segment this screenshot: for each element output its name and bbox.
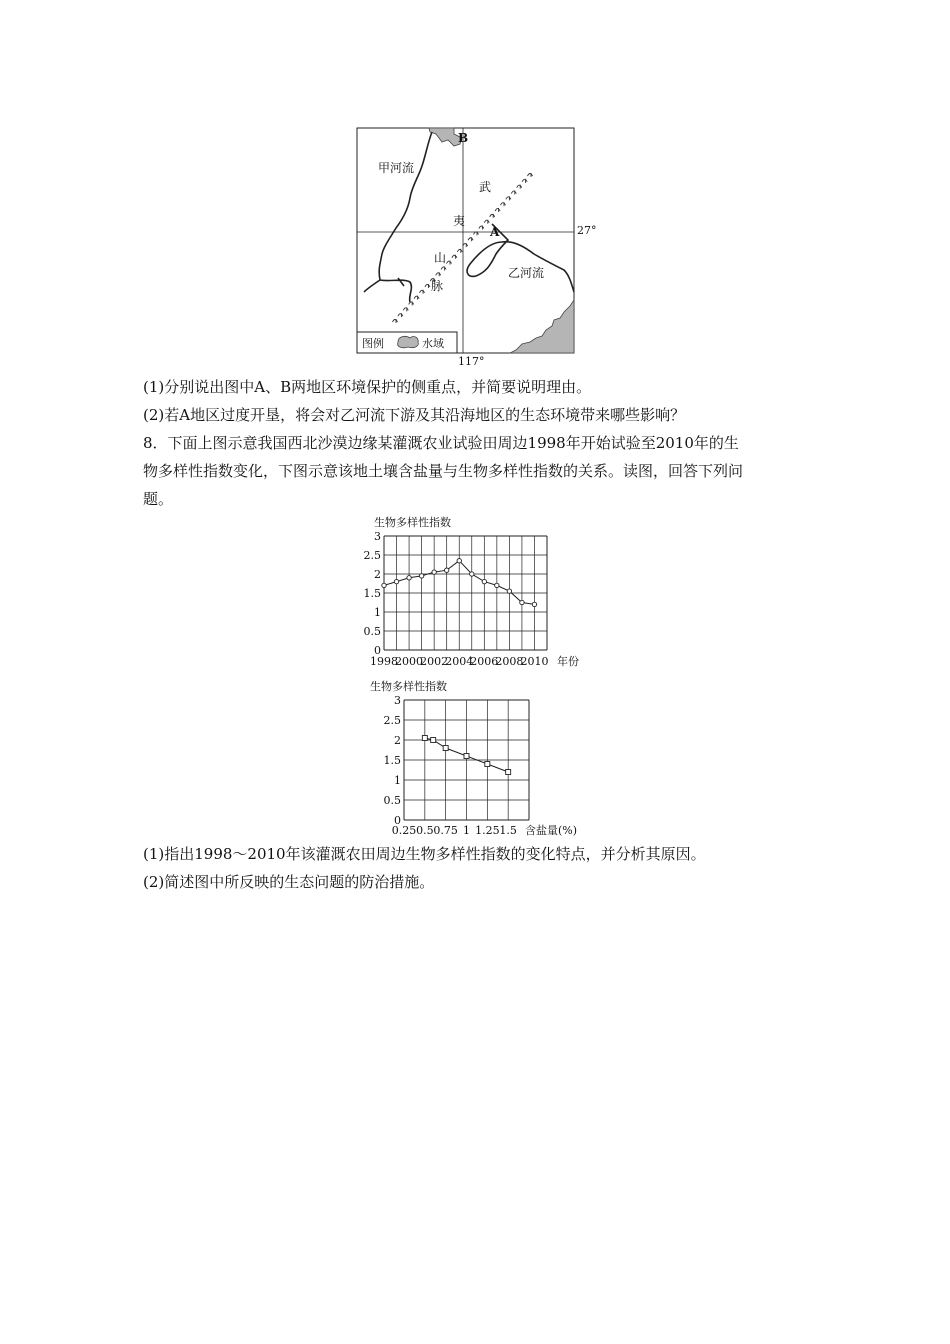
chart1-y-tick-label: 1.5 <box>363 587 381 600</box>
chart2-y-tick-label: 3 <box>394 694 401 707</box>
water-area-coast <box>510 300 574 353</box>
legend-title: 图例 <box>362 337 384 350</box>
mountain-symbol <box>403 307 408 311</box>
chart2-data-point <box>506 770 511 775</box>
chart1-data-point <box>457 559 461 563</box>
chart1-x-tick-label: 2010 <box>520 655 549 668</box>
chart2-x-tick-label: 1.25 <box>475 824 500 837</box>
map-figure <box>350 120 597 375</box>
chart2-y-tick-label: 1.5 <box>383 754 401 767</box>
chart1-x-tick-label: 1998 <box>370 655 398 668</box>
chart2-x-tick-label: 0.5 <box>416 824 434 837</box>
river-yi <box>467 224 574 292</box>
chart1-y-tick-label: 0.5 <box>363 625 381 638</box>
mountain-symbol <box>420 290 425 294</box>
mountain-symbol <box>501 202 506 206</box>
chart2-data-point <box>464 754 469 759</box>
chart-biodiversity-by-salinity <box>366 678 596 838</box>
q8-question-1: (1)指出1998～2010年该灌溉农田周边生物多样性指数的变化特点，并分析其原因。 <box>143 845 706 863</box>
chart1-y-tick-label: 3 <box>374 530 381 543</box>
q7-question-2: (2)若A地区过度开垦，将会对乙河流下游及其沿海地区的生态环境带来哪些影响？ <box>143 406 686 424</box>
chart2-y-tick-label: 1 <box>394 774 401 787</box>
mountain-symbol <box>463 243 468 247</box>
chart1-data-point <box>482 579 486 583</box>
map-label-river-jia: 甲河流 <box>378 161 415 175</box>
chart1-data-point <box>495 583 499 587</box>
mountain-symbol <box>495 208 500 212</box>
chart1-data-point <box>432 570 436 574</box>
mountain-symbol <box>441 266 446 270</box>
mountain-symbol <box>447 261 452 265</box>
chart1-x-tick-label: 2000 <box>395 655 424 668</box>
chart2-y-tick-label: 2 <box>394 734 401 747</box>
chart1-data-point <box>419 574 423 578</box>
mountain-symbol <box>398 313 403 317</box>
map-label-a: A <box>490 225 500 239</box>
chart1-y-tick-label: 2 <box>374 568 381 581</box>
chart2-x-tick-label: 1.5 <box>499 824 517 837</box>
chart1-data-point <box>470 572 474 576</box>
chart2-data-point <box>443 746 448 751</box>
chart2-data-point <box>422 736 427 741</box>
map-label-mai: 脉 <box>431 279 444 293</box>
chart1-svg <box>363 530 596 674</box>
chart1-y-tick-label: 0 <box>374 644 381 657</box>
mountain-symbol <box>517 185 522 189</box>
mountain-symbol <box>414 296 419 300</box>
chart2-x-axis-label: 含盐量(%) <box>525 824 578 837</box>
map-label-lat: 27° <box>577 224 597 237</box>
mountain-symbol <box>393 319 398 323</box>
mountain-symbol <box>436 272 441 276</box>
chart2-y-tick-label: 0.5 <box>383 794 401 807</box>
chart1-data-point <box>444 568 448 572</box>
chart2-x-tick-label: 0.25 <box>391 824 417 837</box>
chart1-x-axis-label: 年份 <box>557 655 579 668</box>
chart-biodiversity-by-year <box>363 514 596 674</box>
chart1-x-tick-label: 2004 <box>445 655 474 668</box>
map-label-b: B <box>458 131 469 145</box>
chart1-data-point <box>394 579 398 583</box>
mountain-symbol <box>484 220 489 224</box>
q8-question-2: (2)简述图中所反映的生态问题的防治措施。 <box>143 873 435 891</box>
q8-stem-line-3: 题。 <box>143 490 174 508</box>
chart2-svg <box>366 694 596 838</box>
chart1-x-tick-label: 2002 <box>420 655 449 668</box>
chart1-y-tick-label: 1 <box>374 606 381 619</box>
legend-water-label: 水域 <box>422 337 444 350</box>
mountain-range-wuyi <box>393 173 533 323</box>
mountain-symbol <box>511 191 516 195</box>
mountain-symbol <box>479 226 484 230</box>
chart1-data-point <box>507 589 511 593</box>
mountain-symbol <box>490 214 495 218</box>
river-jia <box>364 132 432 302</box>
q7-question-1: (1)分别说出图中A、B两地区环境保护的侧重点，并简要说明理由。 <box>143 378 592 396</box>
chart1-title: 生物多样性指数 <box>374 516 451 529</box>
chart1-x-tick-label: 2006 <box>470 655 499 668</box>
map-label-lon: 117° <box>458 355 485 368</box>
q8-stem-line-2: 物多样性指数变化，下图示意该地土壤含盐量与生物多样性指数的关系。读图，回答下列问 <box>143 462 744 480</box>
mountain-symbol <box>468 237 473 241</box>
chart2-x-tick-label: 0.75 <box>433 824 458 837</box>
map-label-wu: 武 <box>479 180 492 194</box>
mountain-symbol <box>528 173 533 177</box>
map-label-yi-mountain: 夷 <box>453 214 466 228</box>
chart2-y-tick-label: 2.5 <box>383 714 401 727</box>
chart1-x-tick-label: 2008 <box>495 655 524 668</box>
mountain-symbol <box>425 284 430 288</box>
mountain-symbol <box>457 249 462 253</box>
chart1-data-point <box>407 576 411 580</box>
chart2-x-tick-label: 1 <box>463 824 470 837</box>
mountain-symbol <box>452 255 457 259</box>
chart1-data-point <box>520 600 524 604</box>
mountain-symbol <box>506 196 511 200</box>
map-label-river-yi: 乙河流 <box>508 266 545 280</box>
q8-stem-line-1: 8．下面上图示意我国西北沙漠边缘某灌溉农业试验田周边1998年开始试验至2010年的生 <box>143 434 739 452</box>
mountain-symbol <box>522 179 527 183</box>
chart2-data-point <box>485 762 490 767</box>
map-label-shan: 山 <box>434 251 447 265</box>
chart1-y-tick-label: 2.5 <box>363 549 381 562</box>
chart2-data-point <box>431 738 436 743</box>
chart2-title: 生物多样性指数 <box>370 680 447 693</box>
chart2-y-tick-label: 0 <box>394 814 401 827</box>
legend-water-icon <box>398 336 419 347</box>
chart1-data-point <box>532 602 536 606</box>
chart1-data-point <box>382 583 386 587</box>
